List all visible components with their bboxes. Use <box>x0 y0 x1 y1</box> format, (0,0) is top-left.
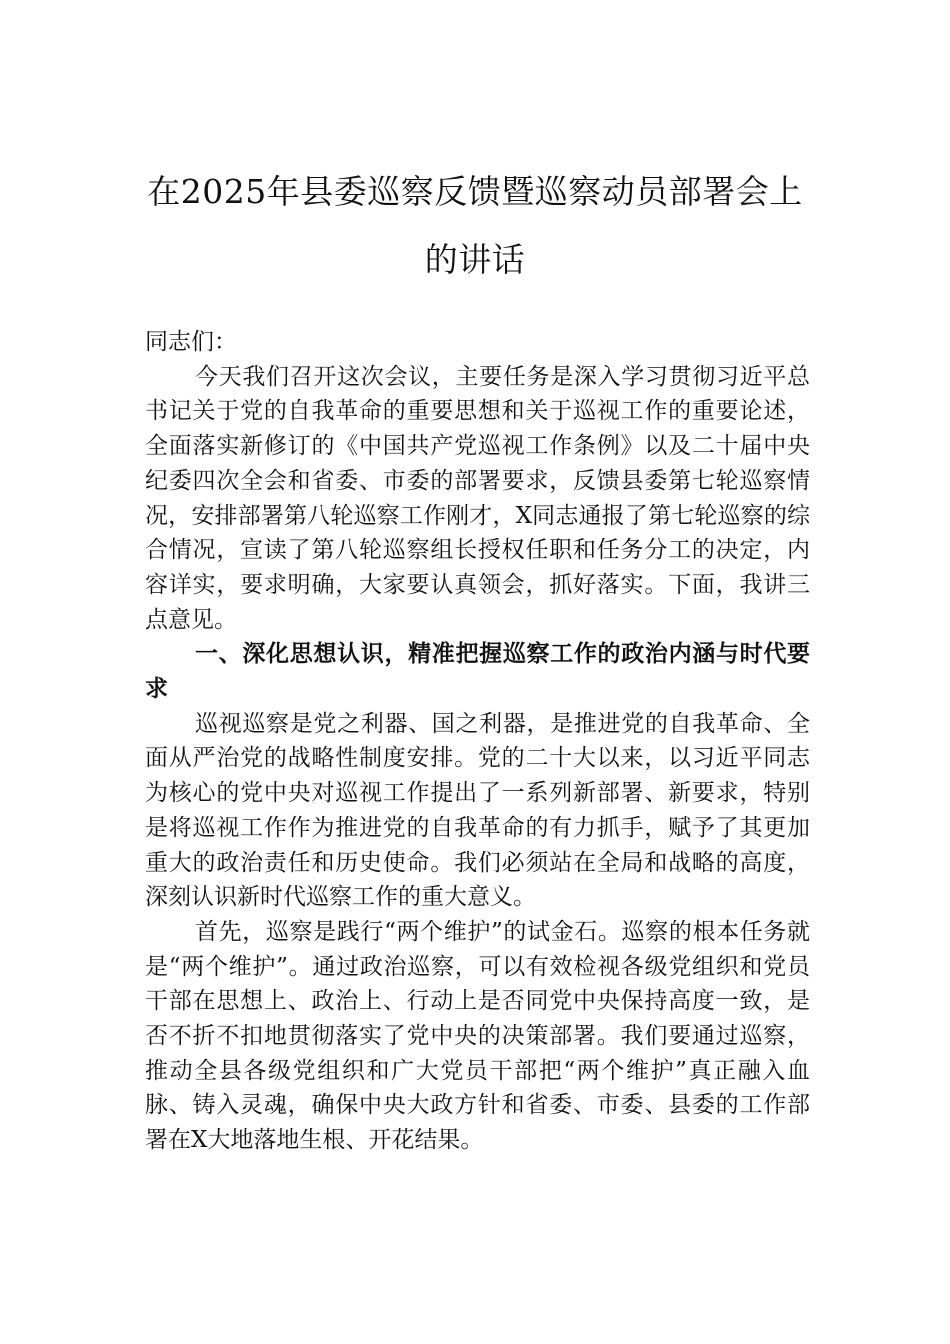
paragraph-first-point: 首先，巡察是践行“两个维护”的试金石。巡察的根本任务就是“两个维护”。通过政治巡察，可以有效检视各级党组织和党员干部在思想上、政治上、行动上是否同党中央保持高度一致，是否不折不扣地贯彻落实了党中央的决策部署。我们要通过巡察，推动全县各级党组织和广大党员干部把“两个维护”真正融入血脉、铸入灵魂，确保中央大政方针和省委、市委、县委的工作部署在X大地落地生根、开花结果。 <box>145 918 810 1154</box>
paragraph-significance: 巡视巡察是党之利器、国之利器，是推进党的自我革命、全面从严治党的战略性制度安排。党的二十大以来，以习近平同志为核心的党中央对巡视工作提出了一系列新部署、新要求，特别是将巡视工作作为推进党的自我革命的有力抓手，赋予了其更加重大的政治责任和历史使命。我们必须站在全局和战略的高度，深刻认识新时代巡察工作的重大意义。 <box>145 710 810 911</box>
section-heading-1: 一、深化思想认识，精准把握巡察工作的政治内涵与时代要求 <box>145 640 810 703</box>
document-title: 在2025年县委巡察反馈暨巡察动员部署会上的讲话 <box>147 172 803 279</box>
paragraph-intro: 今天我们召开这次会议，主要任务是深入学习贯彻习近平总书记关于党的自我革命的重要思想和关于巡视工作的重要论述，全面落实新修订的《中国共产党巡视工作条例》以及二十届中央纪委四次全会和省委、市委的部署要求，反馈县委第七轮巡察情况，安排部署第八轮巡察工作刚才，X同志通报了第七轮巡察的综合情况，宣读了第八轮巡察组长授权任职和任务分工的决定，内容详实，要求明确，大家要认真领会，抓好落实。下面，我讲三点意见。 <box>145 363 810 633</box>
salutation: 同志们： <box>145 329 237 355</box>
document-body <box>145 325 810 1158</box>
